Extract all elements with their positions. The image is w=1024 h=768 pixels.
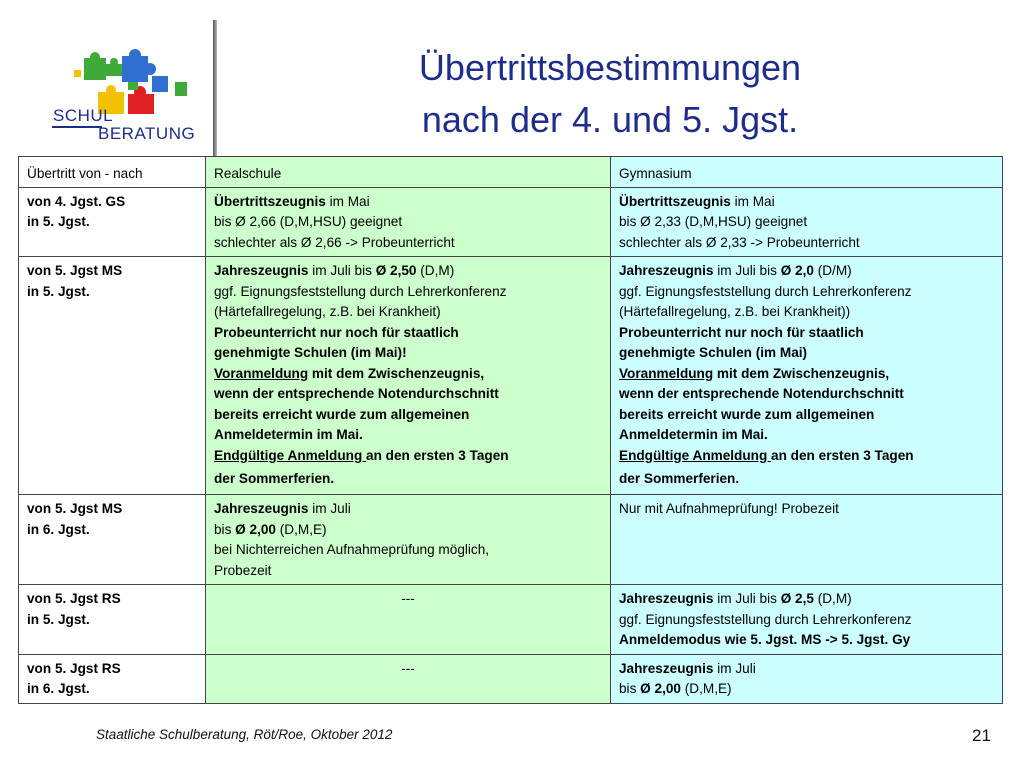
cell-text: Endgültige Anmeldung bbox=[619, 447, 772, 463]
cell-text: Übertrittszeugnis bbox=[619, 193, 731, 209]
table-row bbox=[19, 495, 1003, 585]
transfer-from-line: von 5. Jgst RS bbox=[27, 591, 121, 606]
cell-line bbox=[214, 343, 602, 364]
realschule-cell bbox=[206, 585, 611, 655]
cell-line bbox=[619, 233, 994, 254]
cell-line bbox=[619, 679, 994, 700]
cell-text: Anmeldemodus wie 5. Jgst. MS -> 5. Jgst. Gy bbox=[619, 632, 911, 647]
cell-line bbox=[619, 405, 994, 426]
cell-text: schlechter als Ø 2,66 -> Probeunterricht bbox=[214, 234, 455, 250]
header-divider bbox=[213, 20, 217, 156]
cell-text: genehmigte Schulen (im Mai)! bbox=[214, 345, 407, 360]
cell-text: (D,M) bbox=[416, 263, 455, 278]
cell-line bbox=[214, 192, 602, 213]
header-transfer: Übertritt von - nach bbox=[19, 157, 206, 188]
cell-line bbox=[619, 659, 994, 680]
cell-text: (D,M) bbox=[813, 591, 852, 606]
cell-text: Übertrittszeugnis bbox=[214, 193, 326, 209]
cell-line bbox=[214, 261, 602, 282]
cell-text: bis bbox=[214, 521, 236, 537]
cell-text: bis Ø 2,33 (D,M,HSU) geeignet bbox=[619, 214, 808, 229]
cell-line bbox=[619, 589, 994, 610]
cell-text: (D/M) bbox=[813, 263, 852, 278]
cell-text: im Juli bbox=[713, 660, 756, 676]
cell-text: Probeunterricht nur noch für staatlich bbox=[214, 324, 459, 340]
cell-text: Endgültige Anmeldung bbox=[214, 447, 367, 463]
cell-text: Jahreszeugnis bbox=[619, 591, 714, 606]
cell-line bbox=[619, 192, 994, 213]
cell-line bbox=[214, 520, 602, 541]
cell-text: (Härtefallregelung, z.B. bei Krankheit) bbox=[214, 304, 441, 319]
cell-text: Ø 2,00 bbox=[640, 681, 681, 696]
cell-text: ggf. Eignungsfeststellung durch Lehrerkonferenz bbox=[214, 283, 507, 299]
transfer-from-line: in 6. Jgst. bbox=[27, 521, 90, 537]
gymnasium-cell bbox=[611, 585, 1003, 655]
cell-text: im Juli bis bbox=[713, 263, 781, 278]
cell-line bbox=[214, 499, 602, 520]
cell-text: (D,M,E) bbox=[680, 681, 732, 696]
cell-text: im Juli bbox=[308, 501, 351, 516]
cell-text: (D,M,E) bbox=[275, 521, 327, 537]
cell-line bbox=[619, 466, 994, 491]
transfer-from-cell bbox=[19, 257, 206, 495]
transfer-from-line: in 5. Jgst. bbox=[27, 214, 90, 229]
cell-text: (Härtefallregelung, z.B. bei Krankheit)) bbox=[619, 304, 851, 319]
cell-text: Ø 2,5 bbox=[780, 591, 814, 606]
cell-text: schlechter als Ø 2,33 -> Probeunterricht bbox=[619, 234, 860, 250]
page-number: 21 bbox=[972, 726, 991, 745]
cell-text: --- bbox=[401, 660, 415, 676]
cell-text: im Juli bis bbox=[713, 591, 781, 606]
cell-text: Nur mit Aufnahmeprüfung! Probezeit bbox=[619, 501, 839, 516]
cell-line bbox=[619, 364, 994, 385]
cell-text: Ø 2,00 bbox=[235, 521, 276, 537]
cell-line bbox=[619, 261, 994, 282]
cell-text: bis bbox=[619, 681, 641, 696]
cell-line bbox=[214, 540, 602, 561]
cell-text: im Mai bbox=[325, 193, 370, 209]
transfer-from-line: in 5. Jgst. bbox=[27, 611, 90, 627]
header-gymnasium: Gymnasium bbox=[611, 157, 1003, 188]
realschule-cell bbox=[206, 654, 611, 703]
cell-line bbox=[619, 630, 994, 651]
cell-line bbox=[214, 323, 602, 344]
cell-line bbox=[619, 302, 994, 323]
transfer-from-line: von 5. Jgst RS bbox=[27, 660, 121, 676]
cell-line bbox=[619, 212, 994, 233]
realschule-cell bbox=[206, 257, 611, 495]
cell-text: --- bbox=[401, 591, 415, 606]
cell-text: der Sommerferien. bbox=[214, 471, 335, 486]
gymnasium-cell bbox=[611, 654, 1003, 703]
cell-line bbox=[214, 405, 602, 426]
logo-underline bbox=[52, 126, 102, 128]
transfer-from-line: in 6. Jgst. bbox=[27, 681, 90, 696]
cell-text: Ø 2,0 bbox=[780, 263, 814, 278]
transfer-from-cell bbox=[19, 187, 206, 257]
table-row bbox=[19, 187, 1003, 257]
cell-text: bei Nichterreichen Aufnahmeprüfung möglich, bbox=[214, 542, 490, 557]
cell-text: an den ersten 3 Tagen bbox=[366, 447, 509, 463]
cell-text: mit dem Zwischenzeugnis, bbox=[308, 365, 485, 381]
cell-text: Voranmeldung bbox=[214, 365, 309, 381]
gymnasium-cell bbox=[611, 257, 1003, 495]
transfer-from-line: von 4. Jgst. GS bbox=[27, 193, 126, 209]
header-realschule: Realschule bbox=[206, 157, 611, 188]
cell-line bbox=[214, 302, 602, 323]
cell-line bbox=[619, 425, 994, 446]
cell-line bbox=[619, 343, 994, 364]
cell-text: im Juli bis bbox=[308, 263, 376, 278]
transfer-rules-table bbox=[18, 156, 1003, 704]
cell-line bbox=[619, 499, 994, 520]
realschule-cell bbox=[206, 495, 611, 585]
cell-text: bis Ø 2,66 (D,M,HSU) geeignet bbox=[214, 214, 403, 229]
cell-line bbox=[619, 446, 994, 467]
cell-text: Ø 2,50 bbox=[375, 263, 417, 278]
cell-line bbox=[619, 384, 994, 405]
cell-line bbox=[214, 466, 602, 491]
cell-text: Anmeldetermin im Mai. bbox=[619, 427, 768, 442]
cell-line bbox=[214, 212, 602, 233]
cell-text: bereits erreicht wurde zum allgemeinen bbox=[619, 406, 875, 422]
cell-text: Probeunterricht nur noch für staatlich bbox=[619, 324, 864, 340]
cell-text: Probezeit bbox=[214, 562, 272, 578]
gymnasium-cell bbox=[611, 495, 1003, 585]
cell-text: Jahreszeugnis bbox=[214, 501, 309, 516]
transfer-from-line: von 5. Jgst MS bbox=[27, 501, 123, 516]
cell-text: ggf. Eignungsfeststellung durch Lehrerkonferenz bbox=[619, 283, 912, 299]
cell-text: der Sommerferien. bbox=[619, 471, 740, 486]
realschule-cell bbox=[206, 187, 611, 257]
cell-text: wenn der entsprechende Notendurchschnitt bbox=[619, 386, 904, 401]
table-row bbox=[19, 585, 1003, 655]
cell-line bbox=[214, 446, 602, 467]
table-row bbox=[19, 654, 1003, 703]
cell-text: mit dem Zwischenzeugnis, bbox=[713, 365, 890, 381]
cell-line bbox=[214, 425, 602, 446]
cell-text: Anmeldetermin im Mai. bbox=[214, 427, 363, 442]
cell-text: wenn der entsprechende Notendurchschnitt bbox=[214, 386, 499, 401]
slide-title-line1: Übertrittsbestimmungen bbox=[418, 47, 802, 88]
cell-text: Voranmeldung bbox=[619, 365, 714, 381]
table-header-row bbox=[19, 157, 1003, 188]
cell-line bbox=[214, 561, 602, 582]
slide-title-line2: nach der 4. und 5. Jgst. bbox=[421, 99, 799, 140]
gymnasium-cell bbox=[611, 187, 1003, 257]
cell-text: Jahreszeugnis bbox=[619, 263, 714, 278]
logo-text-schul: SCHUL bbox=[53, 106, 114, 125]
cell-text: ggf. Eignungsfeststellung durch Lehrerkonferenz bbox=[619, 611, 912, 627]
cell-line bbox=[214, 282, 602, 303]
transfer-from-cell bbox=[19, 585, 206, 655]
cell-line bbox=[619, 610, 994, 631]
transfer-from-cell bbox=[19, 495, 206, 585]
cell-text: Jahreszeugnis bbox=[619, 660, 714, 676]
table-row bbox=[19, 257, 1003, 495]
cell-line bbox=[214, 364, 602, 385]
cell-line bbox=[214, 384, 602, 405]
schulberatung-logo bbox=[40, 40, 210, 150]
logo-text-beratung: BERATUNG bbox=[98, 124, 196, 143]
cell-text: im Mai bbox=[730, 193, 775, 209]
cell-text: bereits erreicht wurde zum allgemeinen bbox=[214, 406, 470, 422]
transfer-from-line: von 5. Jgst MS bbox=[27, 263, 123, 278]
transfer-from-cell bbox=[19, 654, 206, 703]
footer-credit: Staatliche Schulberatung, Röt/Roe, Oktober 2012 bbox=[96, 727, 393, 742]
cell-text: Jahreszeugnis bbox=[214, 263, 309, 278]
transfer-from-line: in 5. Jgst. bbox=[27, 283, 90, 299]
cell-text: genehmigte Schulen (im Mai) bbox=[619, 345, 808, 360]
cell-text: an den ersten 3 Tagen bbox=[771, 447, 914, 463]
cell-line bbox=[619, 323, 994, 344]
cell-line bbox=[619, 282, 994, 303]
cell-line bbox=[214, 233, 602, 254]
